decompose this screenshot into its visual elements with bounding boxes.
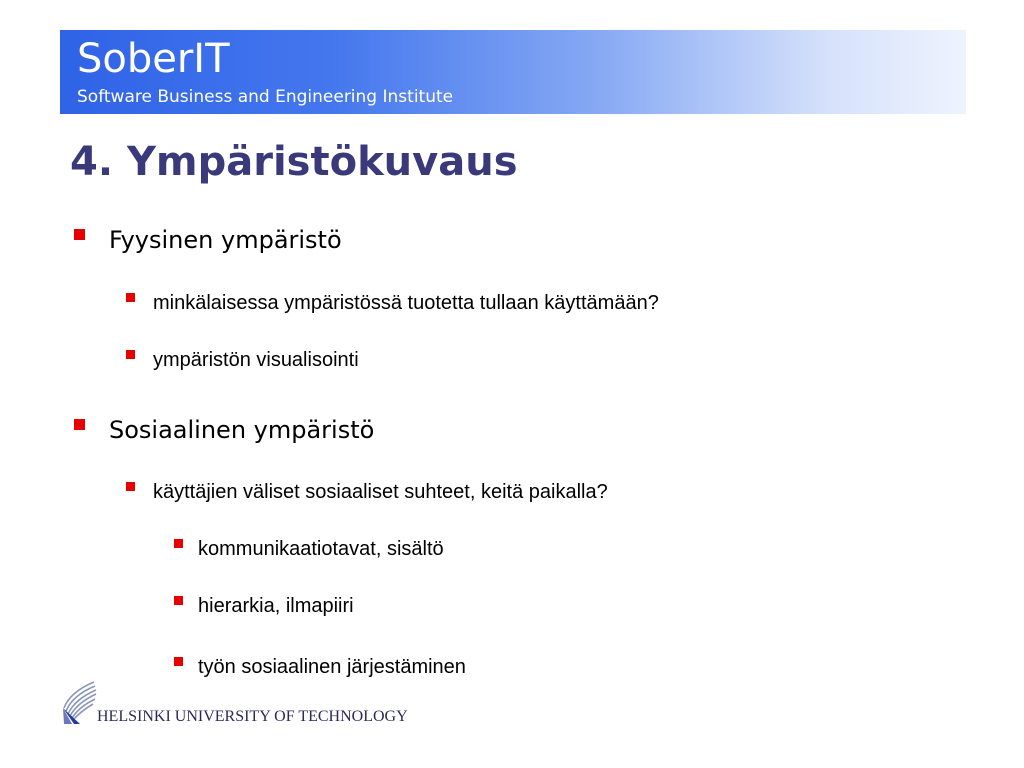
bullet-text: kommunikaatiotavat, sisältö [198,538,444,560]
bullet-square-icon [174,657,183,666]
bullet-square-icon [126,350,135,359]
banner-subtitle: Software Business and Engineering Institute [77,87,454,107]
sub-sub-bullet-organization [198,654,466,680]
bullet-social-environment [109,415,374,445]
bullet-square-icon [174,539,183,548]
sub-sub-bullet-hierarchy [198,593,354,619]
bullet-square-icon [126,482,135,491]
bullet-physical-environment [109,225,342,255]
sub-bullet-visualization [153,347,359,373]
bullet-text: Sosiaalinen ympäristö [109,416,375,444]
bullet-square-icon [74,419,85,430]
banner-title: SoberIT [77,36,230,82]
slide-title: 4. Ympäristökuvaus [70,139,518,185]
sub-bullet-usage-environment [153,290,659,316]
bullet-square-icon [174,596,183,605]
bullet-text: minkälaisessa ympäristössä tuotetta tullaan käyttämään? [153,292,659,314]
footer-institution: HELSINKI UNIVERSITY OF TECHNOLOGY [97,708,408,725]
sub-sub-bullet-communication [198,536,444,562]
hut-wing-logo-icon [60,678,98,726]
bullet-text: ympäristön visualisointi [153,349,359,371]
header-banner [60,30,966,114]
bullet-square-icon [126,293,135,302]
bullet-text: hierarkia, ilmapiiri [198,595,354,617]
bullet-square-icon [74,229,85,240]
bullet-text: Fyysinen ympäristö [109,226,342,254]
bullet-text: käyttäjien väliset sosiaaliset suhteet, keitä paikalla? [153,481,608,503]
sub-bullet-social-relations [153,479,608,505]
bullet-text: työn sosiaalinen järjestäminen [198,656,466,678]
